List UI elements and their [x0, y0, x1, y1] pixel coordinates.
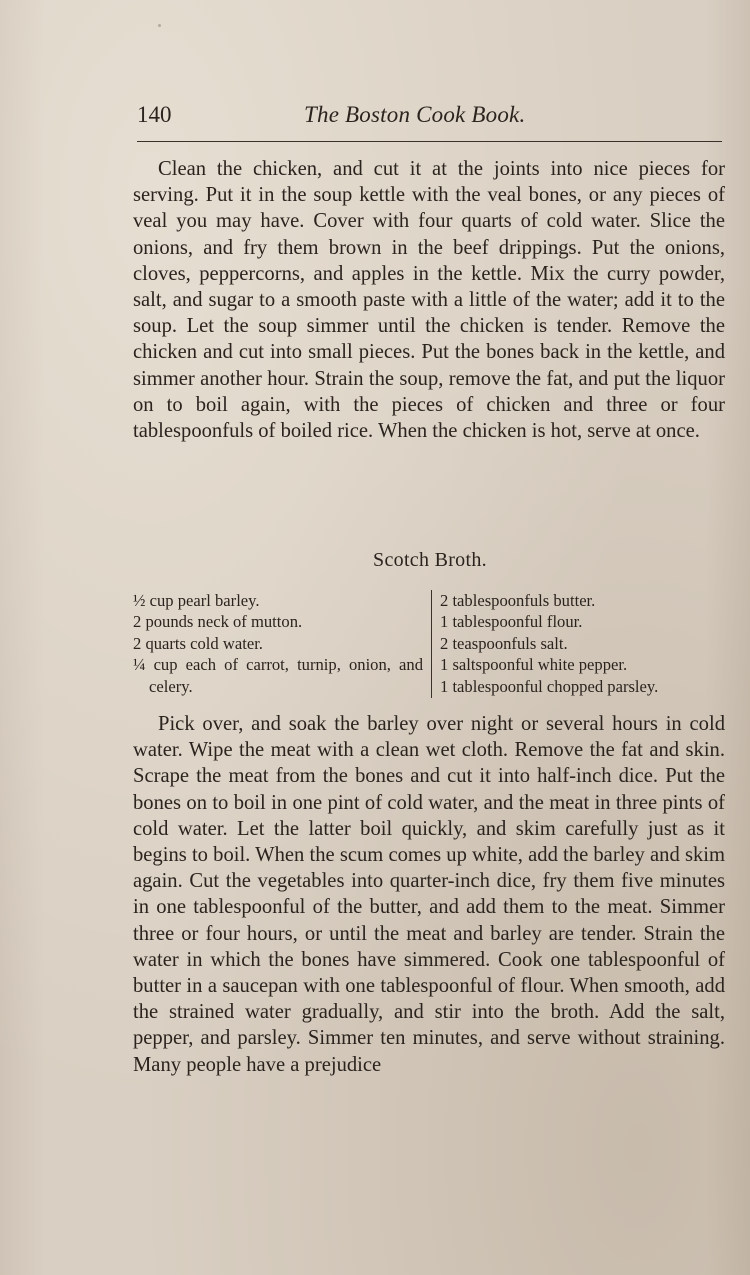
ingredient-item: 2 pounds neck of mutton. — [133, 612, 303, 632]
ingredient-item: ¼ cup each of carrot, turnip, onion, and celery. — [133, 655, 423, 696]
ingredient-item: 2 teaspoonfuls salt. — [440, 633, 568, 653]
ingredient-item: 1 tablespoonful chopped parsley. — [440, 676, 659, 696]
ingredient-item: 1 tablespoonful flour. — [440, 612, 583, 632]
paragraph-scotch-broth — [133, 711, 725, 1078]
running-title: The Boston Cook Book. — [304, 102, 526, 127]
paragraph-text: Pick over, and soak the barley over night or several hours in cold water. Wipe the meat with a clean wet cloth. Remove the fat and skin. Scrape the meat from the bones and cut it into half-inch dice. Put the bones on to boil in one pint of cold water, and the meat in three pints of cold water. Let the latter boil quickly, and skim carefully just as it begins to boil. When the scum comes up white, add the barley and skim again. Cut the vegetables into quarter-inch dice, fry them five minutes in one tablespoonful of the butter, and add them to the meat. Simmer three or four hours, or until the meat and barley are tender. Strain the water in which the bones have simmered. Cook one tablespoonful of butter in a saucepan with one tablespoonful of flour. When smooth, add the strained water gradually, and stir into the broth. Add the salt, pepper, and parsley. Simmer ten minutes, and serve without straining. Many people have a prejudice — [133, 713, 725, 1076]
ingredient-item: 2 tablespoonfuls butter. — [440, 591, 596, 610]
ingredient-item: 2 quarts cold water. — [133, 633, 263, 653]
paragraph-chicken-soup — [133, 156, 725, 444]
ingredient-table — [133, 590, 725, 702]
header-rule — [137, 141, 722, 142]
page-number: 140 — [137, 102, 172, 127]
ingredient-item: ½ cup pearl barley. — [133, 591, 260, 610]
ingredient-column-right — [431, 590, 734, 698]
ingredient-item: 1 saltspoonful white pepper. — [440, 655, 628, 675]
paper-speck — [158, 24, 161, 27]
paragraph-text: Clean the chicken, and cut it at the joints into nice pieces for serving. Put it in the soup kettle with the veal bones, or any pieces of veal you may have. Cover with four quarts of cold water. Slice the onions, and fry them brown in the beef drippings. Put the onions, cloves, peppercorns, and apples in the kettle. Mix the curry powder, salt, and sugar to a smooth paste with a little of the water; add it to the soup. Let the soup simmer until the chicken is tender. Remove the chicken and cut into small pieces. Put the bones back in the kettle, and simmer another hour. Strain the soup, remove the fat, and put the liquor on to boil again, with the pieces of chicken and three or four tablespoonfuls of boiled rice. When the chicken is hot, serve at once. — [133, 158, 725, 443]
page-header — [137, 102, 722, 142]
section-title: Scotch Broth. — [373, 549, 487, 571]
ingredient-column-left — [133, 590, 423, 697]
